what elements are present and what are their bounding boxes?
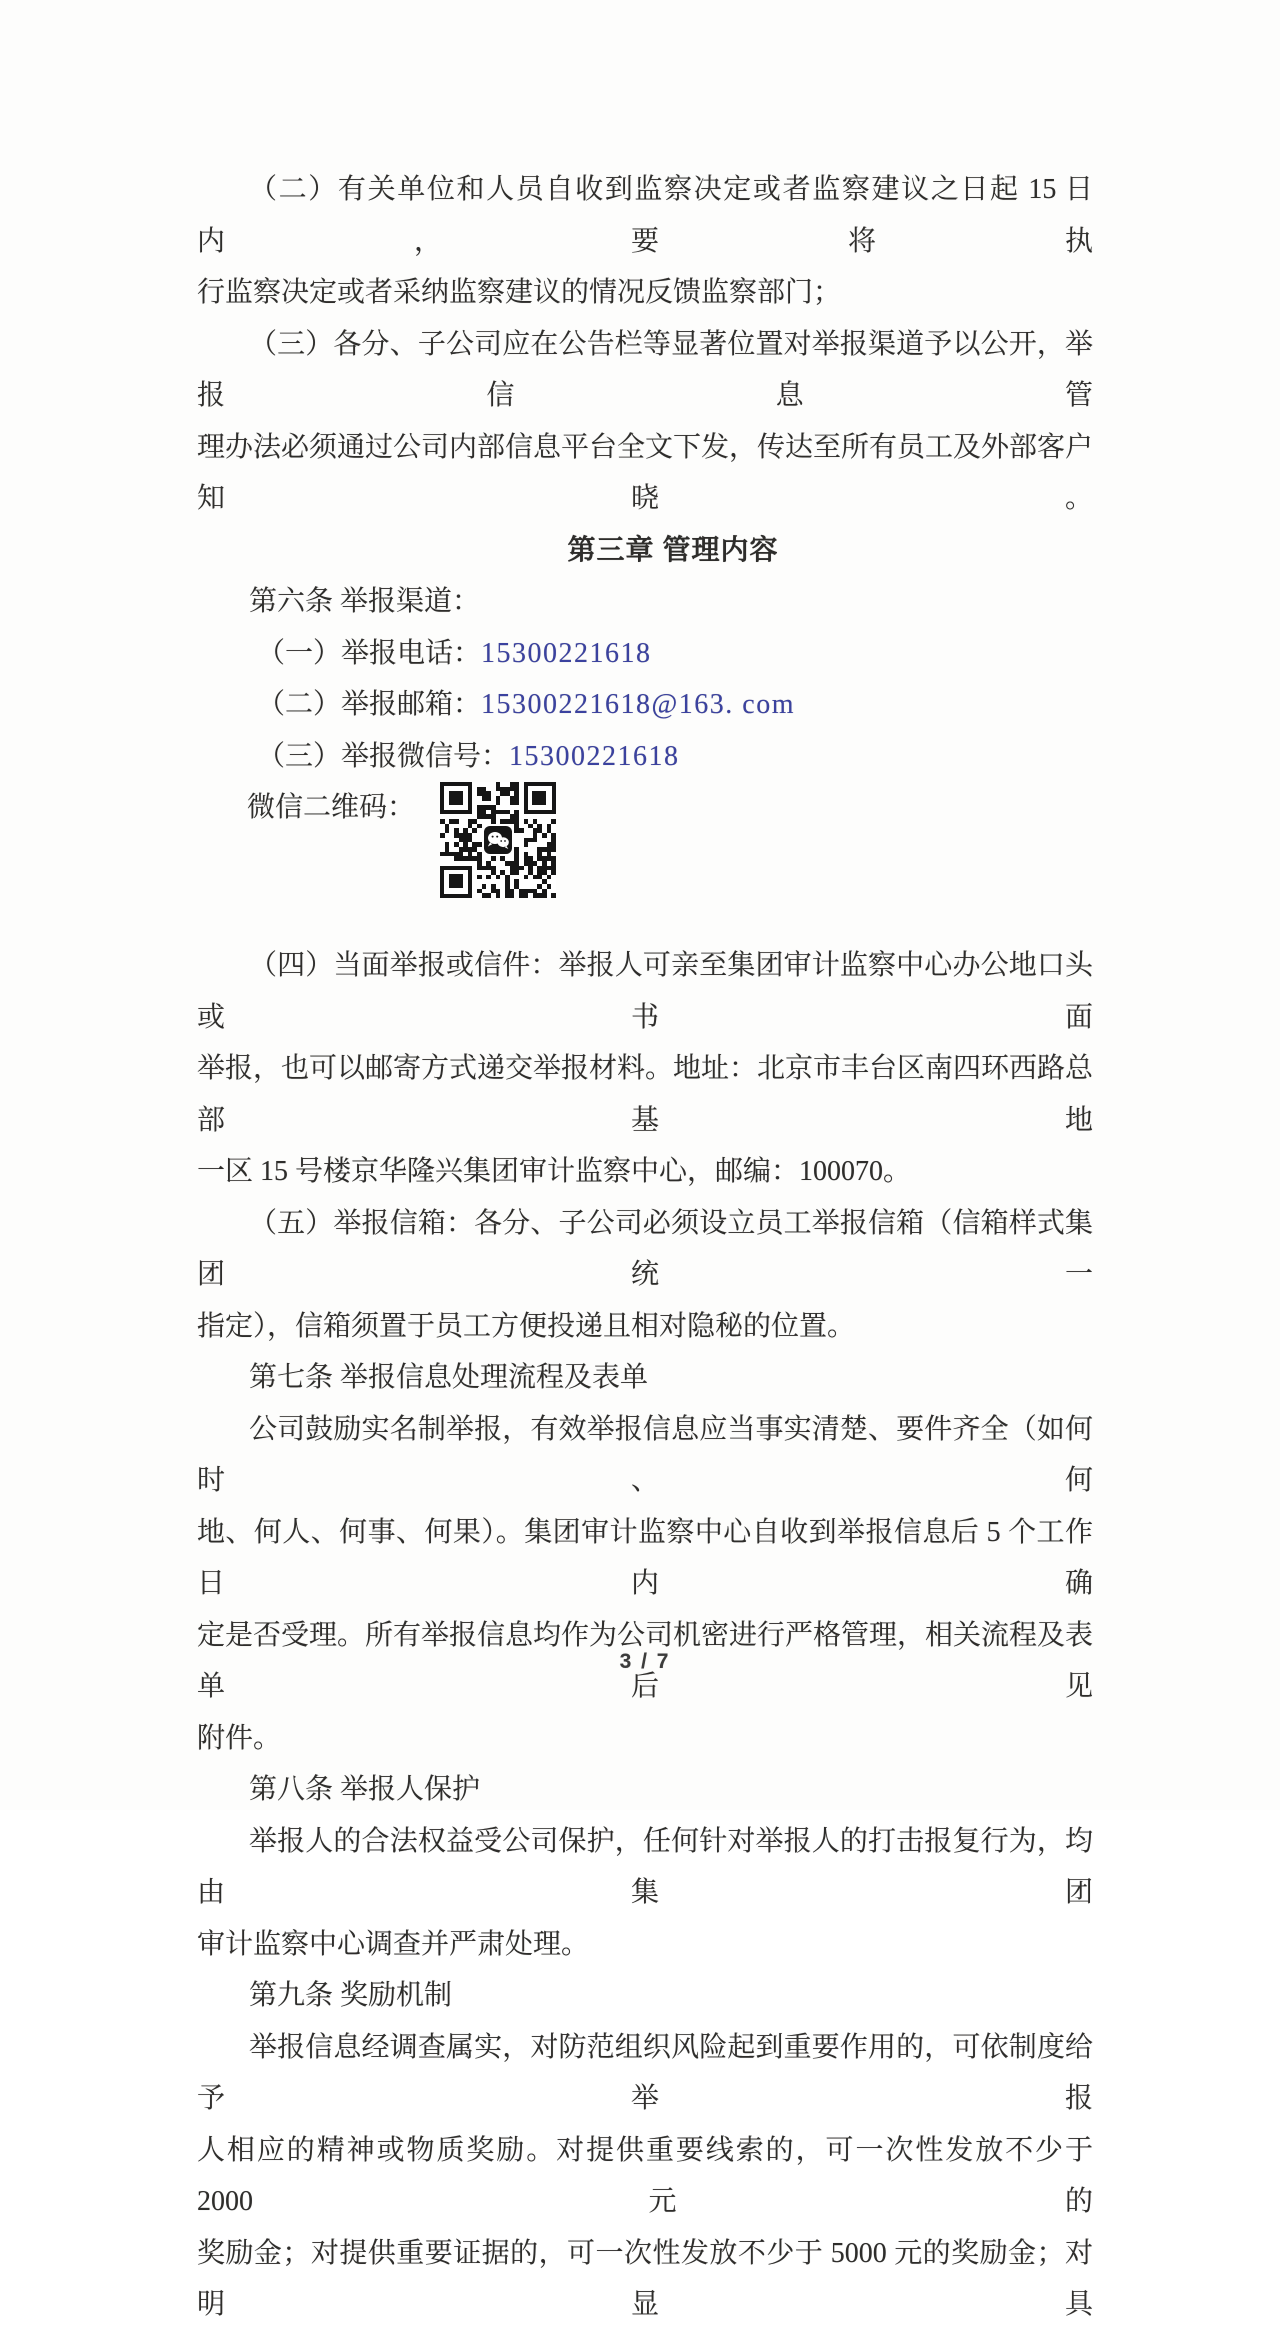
article-9-line-1: 举报信息经调查属实，对防范组织风险起到重要作用的，可依制度给予举报 [197, 2031, 1093, 2114]
article-9-line-2: 人相应的精神或物质奖励。对提供重要线索的，可一次性发放不少于 2000 元的 [197, 2134, 1093, 2217]
para-3-line-1: （三）各分、子公司应在公告栏等显著位置对举报渠道予以公开，举报信息管 [197, 328, 1093, 411]
channel-email-value: 15300221618@163. com [481, 689, 796, 720]
channel-wechat-value: 15300221618 [509, 740, 680, 772]
channel-phone-label: （一）举报电话： [257, 637, 482, 669]
article-7-title: 第七条 举报信息处理流程及表单 [249, 1362, 649, 1393]
article-8-line-1: 举报人的合法权益受公司保护，任何针对举报人的打击报复行为，均由集团 [197, 1825, 1093, 1908]
channel-email-line [197, 679, 1093, 731]
para-4-line-2: 举报，也可以邮寄方式递交举报材料。地址：北京市丰台区南四环西路总部基地 [197, 1053, 1094, 1136]
channel-wechat-line [197, 731, 1093, 783]
document-body [197, 164, 1093, 2331]
para-5-line-1: （五）举报信箱：各分、子公司必须设立员工举报信箱（信箱样式集团统一 [197, 1207, 1093, 1290]
para-2-line-2: 行监察决定或者采纳监察建议的情况反馈监察部门； [197, 277, 842, 308]
wechat-icon [484, 826, 512, 854]
channel-phone-value: 15300221618 [481, 637, 652, 669]
channel-email-label: （二）举报邮箱： [257, 689, 482, 720]
article-7-line-2: 地、何人、何事、何果）。集团审计监察中心自收到举报信息后 5 个工作日内确 [197, 1516, 1093, 1599]
para-5-line-2: 指定），信箱须置于员工方便投递且相对隐秘的位置。 [197, 1310, 856, 1342]
article-9-line-3: 奖励金；对提供重要证据的，可一次性发放不少于 5000 元的奖励金；对明显具 [197, 2237, 1093, 2320]
para-4-line-3: 一区 15 号楼京华隆兴集团审计监察中心，邮编：100070。 [197, 1156, 912, 1187]
article-7-line-4: 附件。 [197, 1722, 282, 1754]
article-7-line-3: 定是否受理。所有举报信息均作为公司机密进行严格管理，相关流程及表单后见 [197, 1619, 1094, 1702]
para-2-line-1: （二）有关单位和人员自收到监察决定或者监察建议之日起 15 日内，要将执 [197, 174, 1093, 257]
chapter-3-heading: 第三章 管理内容 [567, 534, 779, 566]
para-4-line-1: （四）当面举报或信件：举报人可亲至集团审计监察中心办公地口头或书面 [197, 950, 1093, 1033]
wechat-qr-row [197, 782, 1093, 940]
article-7-line-1: 公司鼓励实名制举报，有效举报信息应当事实清楚、要件齐全（如何时、何 [197, 1413, 1093, 1496]
article-8-line-2: 审计监察中心调查并严肃处理。 [197, 1928, 590, 1960]
channel-wechat-label: （三）举报微信号： [257, 740, 510, 772]
article-9-title: 第九条 奖励机制 [249, 1980, 453, 2011]
article-6-title: 第六条 举报渠道： [249, 586, 481, 617]
article-8-title: 第八条 举报人保护 [249, 1774, 481, 1805]
para-3-line-2: 理办法必须通过公司内部信息平台全文下发，传达至所有员工及外部客户知晓。 [197, 431, 1094, 514]
page-number: 3 / 7 [619, 1650, 671, 1673]
wechat-qr-label: 微信二维码： [247, 792, 416, 823]
channel-phone-line [197, 628, 1093, 680]
wechat-qr-code [440, 782, 556, 898]
